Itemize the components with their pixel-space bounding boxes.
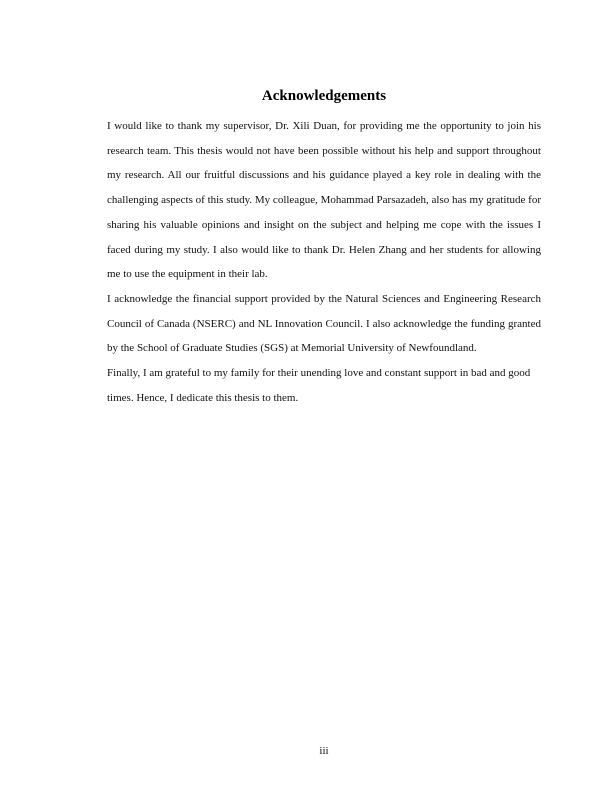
paragraph-family: Finally, I am grateful to my family for their unending love and constant support in bad and good times. Hence, I dedicate this thesis to them. xyxy=(107,367,531,404)
paragraph-supervisor: I would like to thank my supervisor, Dr. Xili Duan, for providing me the opportunity to join his research team. This thesis would not have been possible without his help and support throughout my research. All our fruitful discussions and his guidance played a key role in dealing with the challenging aspects of this study. My colleague, Mohammad Parsazadeh, also has my gratitude for sharing his valuable opinions and insight on the subject and helping me cope with the issues I faced during my study. I also would like to thank Dr. Helen Zhang and her students for allowing me to use the equipment in their lab. xyxy=(107,120,541,281)
acknowledgements-body xyxy=(107,114,541,410)
paragraph-funding: I acknowledge the financial support provided by the Natural Sciences and Engineering Research Council of Canada (NSERC) and NL Innovation Council. I also acknowledge the funding granted by the School of Graduate Studies (SGS) at Memorial University of Newfoundland. xyxy=(107,292,541,355)
page-number: iii xyxy=(319,745,329,757)
page-title: Acknowledgements xyxy=(261,88,387,104)
